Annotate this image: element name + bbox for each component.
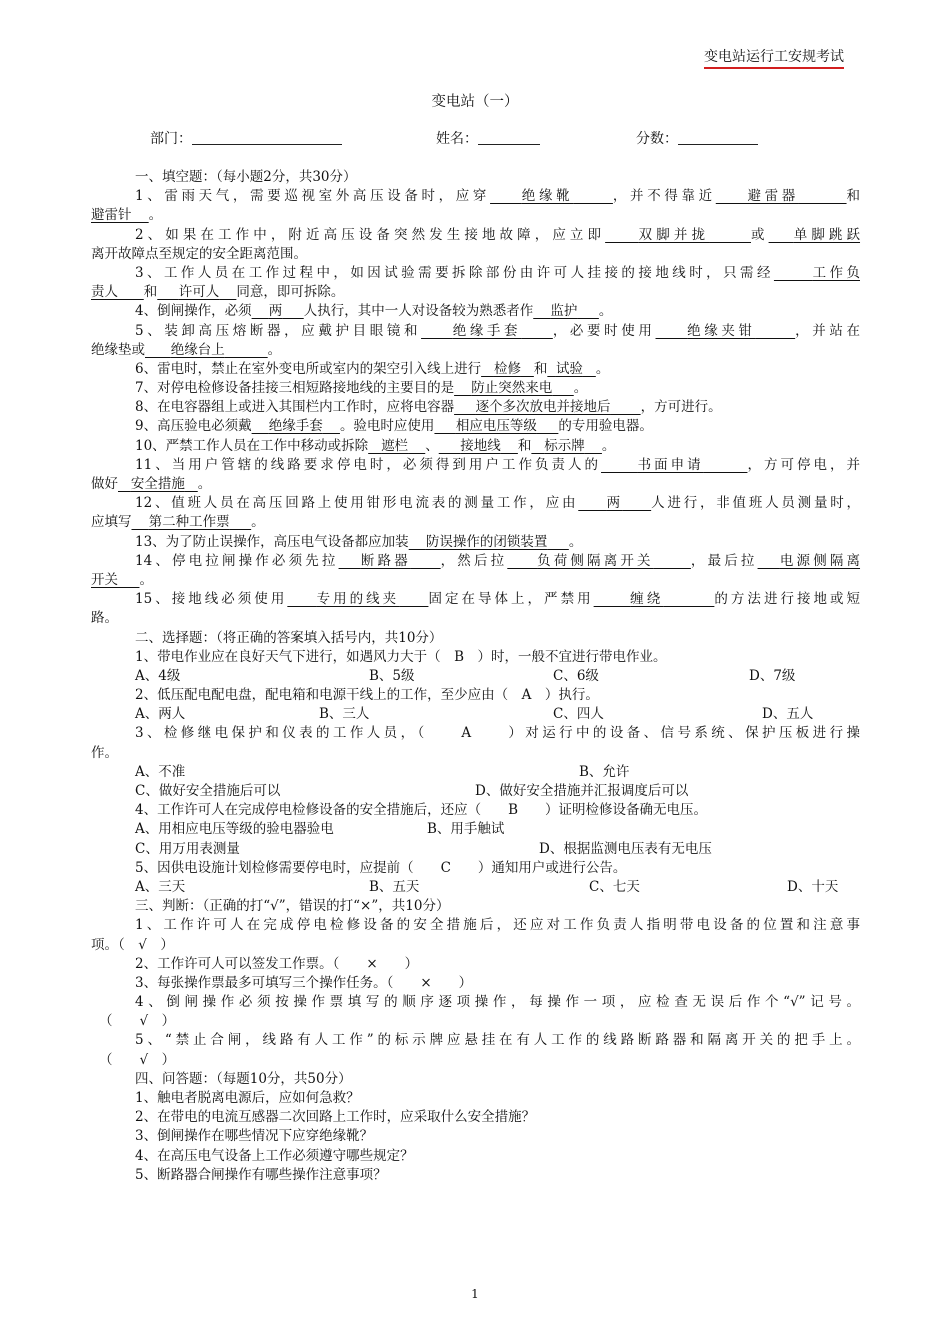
answer-blank: 检修 (493, 360, 521, 377)
option: A、4级 (135, 667, 181, 684)
answer-blank: 两 (606, 495, 623, 512)
answer-blank: 两 (268, 303, 283, 320)
option: B、三人 (319, 706, 370, 723)
q4-2-line: 2、在带电的电流互感器二次回路上工作时，应采取什么安全措施？ (135, 1109, 536, 1126)
q1-6-line: 6、雷电时，禁止在室外变电所或室内的架空引入线上进行 检修 和 试验 。 (135, 360, 610, 377)
q4-4-line: 4、在高压电气设备上工作必须遵守哪些规定？ (135, 1147, 414, 1164)
answer-blank: 相应电压等级 (455, 418, 537, 435)
answer-blank: 安全措施 (130, 476, 185, 492)
option: D、7级 (749, 667, 796, 684)
q4-3-line: 3、倒闸操作在哪些情况下应穿绝缘靴？ (135, 1128, 374, 1145)
q3-4-line-2: （ √ ） (99, 1013, 176, 1030)
q1-12-line-2: 应填写 第二种工作票 。 (91, 514, 265, 531)
option: A、用相应电压等级的验电器验电 (135, 821, 334, 838)
q1-2-line: 2、如果在工作中，附近高压设备突然发生接地故障，应立即 双脚并拢 或 单脚跳跃 (135, 226, 861, 243)
answer-blank: 绝缘手套 (268, 418, 323, 435)
answer-blank: 绝缘靴 (521, 188, 574, 205)
score-blank[interactable] (678, 130, 758, 145)
dept-label: 部门： (150, 131, 192, 147)
section-4-heading: 四、问答题：（每题10分，共50分） (135, 1070, 352, 1087)
answer-blank: 绝缘台上 (170, 341, 225, 358)
option: B、五天 (369, 878, 420, 895)
option: C、用万用表测量 (135, 840, 240, 857)
answer-blank: 防止突然来电 (471, 380, 553, 397)
answer-blank: 开关 (91, 571, 118, 588)
q1-3-line-2: 责人 和 许可人 同意，即可拆除。 (91, 284, 345, 301)
q1-4-line: 4、倒闸操作，必须 两 人执行，其中一人对设备较为熟悉者作 监护 。 (135, 303, 613, 320)
answer-blank: 防误操作的闭锁装置 (425, 533, 548, 550)
q1-14-line-2: 开关 。 (91, 571, 153, 588)
q4-5-line: 5、断路器合闸操作有哪些操作注意事项？ (135, 1166, 387, 1183)
q2-1-line: 1、带电作业应在良好天气下进行，如遇风力大于（ B ）时，一般不宜进行带电作业。 (135, 648, 667, 665)
answer-blank: 缠绕 (630, 591, 664, 608)
q1-1-line: 1、雷雨天气，需要巡视室外高压设备时，应穿 绝缘靴 ，并不得靠近 避雷器 和 (135, 188, 861, 205)
section-1-heading: 一、填空题：（每小题2分，共30分） (135, 169, 357, 185)
answer-blank: 监护 (550, 303, 578, 320)
option: D、根据监测电压表有无电压 (539, 840, 712, 857)
answer-blank: 逐个多次放电并接地后 (475, 399, 611, 416)
q1-12-line: 12、值班人员在高压回路上使用钳形电流表的测量工作，应由 两 人进行，非值班人员测量时， (135, 495, 861, 512)
q3-2-line: 2、工作许可人可以签发工作票。（ × ） (135, 955, 419, 972)
option: B、5级 (369, 667, 415, 684)
option: D、十天 (787, 878, 839, 895)
q1-15-line: 15、接地线必须使用 专用的线夹 固定在导体上，严禁用 缠绕 的方法进行接地或短 (135, 591, 861, 608)
answer-blank: 绝缘夹钳 (687, 322, 756, 339)
q1-14-line: 14、停电拉闸操作必须先拉 断路器 ，然后拉 负荷侧隔离开关 ，最后拉 电源侧隔离 (135, 552, 861, 569)
option: C、四人 (553, 706, 604, 723)
q2-3-options-1 (91, 763, 860, 782)
dept-blank[interactable] (192, 130, 342, 145)
option: B、允许 (579, 763, 630, 780)
answer-blank: 负荷侧隔离开关 (537, 552, 654, 569)
section-3-heading: 三、判断：（正确的打“√”，错误的打“×”，共10分） (135, 898, 450, 915)
q2-2-options (91, 705, 860, 724)
q1-15-line-2: 路。 (91, 610, 118, 627)
option: A、两人 (135, 706, 186, 723)
q2-4-options-1 (91, 820, 860, 839)
answer-blank: 责人 (91, 284, 118, 301)
q3-1-line-2: 项。（ √ ） (91, 936, 174, 953)
score-label: 分数： (636, 131, 678, 147)
exam-content (91, 168, 860, 1185)
q2-1-options (91, 667, 860, 686)
answer-blank: 断路器 (360, 552, 411, 569)
q2-5-options (91, 878, 860, 897)
q1-13-line: 13、为了防止误操作，高压电气设备都应加装 防误操作的闭锁装置 。 (135, 533, 583, 550)
answer-blank: 双脚并拢 (638, 226, 710, 243)
option: C、做好安全措施后可以 (135, 783, 281, 799)
q1-11-line-2: 做好 安全措施 。 (91, 476, 212, 492)
answer-blank: 第二种工作票 (148, 514, 230, 531)
answer-blank: 单脚跳跃 (793, 226, 861, 243)
option: C、七天 (589, 878, 640, 895)
q1-9-line: 9、高压验电必须戴 绝缘手套 。验电时应使用 相应电压等级 的专用验电器。 (135, 418, 653, 435)
q1-1-line-2: 避雷针 。 (91, 207, 163, 224)
q2-3-options-2 (91, 782, 860, 801)
answer-blank: 书面申请 (637, 456, 704, 473)
q3-3-line: 3、每张操作票最多可填写三个操作任务。（ × ） (135, 974, 473, 991)
page-number: 1 (471, 1287, 479, 1301)
q2-4-options-2 (91, 840, 860, 859)
section-2-heading: 二、选择题：（将正确的答案填入括号内，共10分） (135, 629, 443, 646)
q3-5-line: 5、“禁止合闸，线路有人工作”的标示牌应悬挂在有人工作的线路断路器和隔离开关的把手上。 (135, 1032, 860, 1049)
q4-1-line: 1、触电者脱离电源后，应如何急救？ (135, 1090, 360, 1106)
q2-5-line: 5、因供电设施计划检修需要停电时，应提前（ C ）通知用户或进行公告。 (135, 859, 627, 876)
name-label: 姓名： (436, 131, 478, 147)
q2-3-line: 3、检修继电保护和仪表的工作人员，（ A ）对运行中的设备、信号系统、保护压板进行操 (135, 725, 860, 742)
answer-blank: 标示牌 (544, 437, 585, 454)
answer-blank: 接地线 (460, 437, 501, 454)
answer-blank: 绝缘手套 (452, 322, 522, 339)
answer-blank: 遮栏 (381, 437, 409, 454)
q1-11-line: 11、当用户管辖的线路要求停电时，必须得到用户工作负责人的 书面申请 ，方可停电，并 (135, 456, 861, 473)
answer-blank: 避雷针 (91, 207, 132, 224)
answer-blank: 专用的线夹 (316, 591, 400, 608)
q1-5-line: 5、装卸高压熔断器，应戴护目眼镜和 绝缘手套 ，必要时使用 绝缘夹钳 ，并站在 (135, 322, 861, 339)
option: D、五人 (762, 706, 814, 723)
exam-header: 变电站运行工安规考试 (704, 46, 844, 69)
q3-5-line-2: （ √ ） (99, 1051, 176, 1068)
q3-1-line: 1、工作许可人在完成停电检修设备的安全措施后，还应对工作负责人指明带电设备的位置和注意事 (135, 917, 860, 934)
answer-blank: 试验 (555, 360, 583, 377)
q1-3-line: 3、工作人员在工作过程中，如因试验需要拆除部份由许可人挂接的接地线时，只需经 工作负 (135, 264, 860, 281)
q3-4-line: 4、倒闸操作必须按操作票填写的顺序逐项操作，每操作一项，应检查无误后作个“√”记号。 (135, 994, 860, 1011)
answer-blank: 电源侧隔离 (779, 552, 861, 569)
option: C、6级 (553, 667, 599, 684)
q1-8-line: 8、在电容器组上或进入其围栏内工作时，应将电容器 逐个多次放电并接地后 ，方可进行。 (135, 399, 722, 416)
q1-2-line-2: 离开故障点至规定的安全距离范围。 (91, 245, 307, 262)
q1-10-line: 10、严禁工作人员在工作中移动或拆除 遮栏 、 接地线 和 标示牌 。 (135, 437, 616, 454)
info-line (150, 128, 758, 148)
q1-5-line-2: 绝缘垫或 绝缘台上 。 (91, 341, 282, 358)
answer-blank: 许可人 (178, 284, 220, 301)
answer-blank: 避雷器 (747, 188, 799, 205)
option: D、做好安全措施并汇报调度后可以 (475, 783, 689, 799)
q1-7-line: 7、对停电检修设备挂接三相短路接地线的主要目的是 防止突然来电 。 (135, 380, 588, 397)
q2-2-line: 2、低压配电配电盘，配电箱和电源干线上的工作，至少应由（ A ）执行。 (135, 687, 599, 704)
option: A、三天 (135, 878, 186, 895)
option: B、用手触试 (427, 821, 505, 838)
q2-4-line: 4、工作许可人在完成停电检修设备的安全措施后，还应（ B ）证明检修设备确无电压。 (135, 802, 708, 819)
document-title: 变电站（一） (431, 94, 519, 110)
option: A、不准 (135, 763, 186, 780)
name-blank[interactable] (478, 130, 540, 145)
q2-3-line-2: 作。 (91, 744, 118, 761)
answer-blank: 工作负 (812, 264, 860, 281)
